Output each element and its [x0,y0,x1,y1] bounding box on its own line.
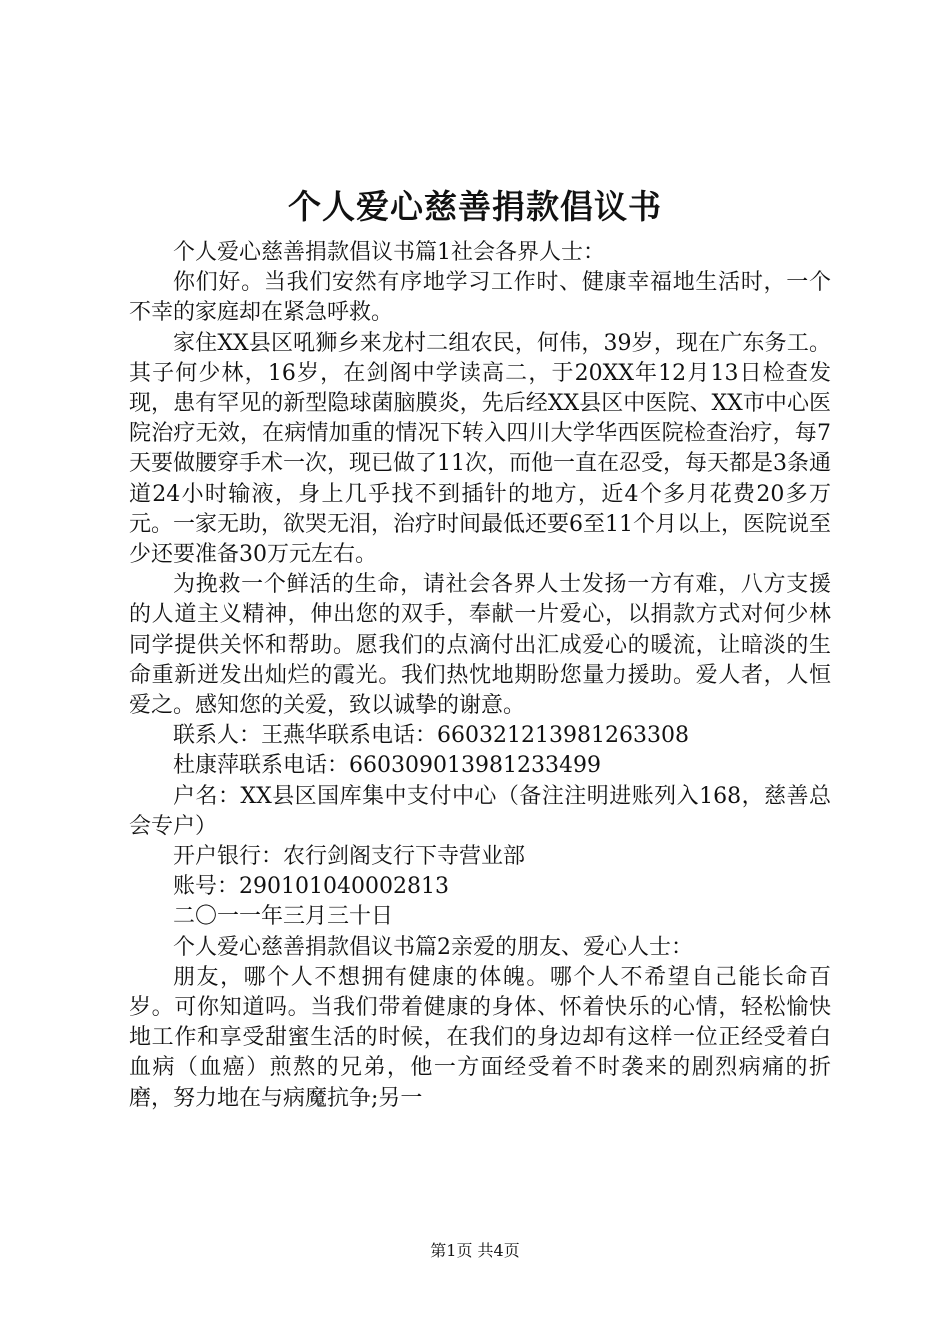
paragraph-account-name: 户名：XX县区国库集中支付中心（备注注明进账列入168，慈善总会专户） [129,783,831,839]
paragraph-contact-2: 杜康萍联系电话：660309013981233499 [173,753,601,779]
paragraph-greeting-2: 个人爱心慈善捐款倡议书篇2亲爱的朋友、爱心人士： [173,934,693,960]
paragraph-friends: 朋友，哪个人不想拥有健康的体魄。哪个人不希望自己能长命百岁。可你知道吗。当我们带着健康的身体、怀着快乐的心情，轻松愉快地工作和享受甜蜜生活的时候，在我们的身边却有这样一位正经受着白血病（血癌）煎熬的兄弟，他一方面经受着不时袭来的剧烈病痛的折磨，努力地在与病魔抗争;另一 [129,964,831,1111]
paragraph-bank: 开户银行：农行剑阁支行下寺营业部 [173,844,526,870]
page-number: 第1页 共4页 [430,1241,520,1260]
paragraph-greeting-1: 个人爱心慈善捐款倡议书篇1社会各界人士： [173,240,605,265]
paragraph-account-number: 账号：290101040002813 [173,874,449,900]
paragraph-opening: 你们好。当我们安然有序地学习工作时、健康幸福地生活时，一个不幸的家庭却在紧急呼救。 [129,270,831,326]
document-title: 个人爱心慈善捐款倡议书 [288,187,662,226]
document-body [129,238,831,1114]
paragraph-contact-1: 联系人：王燕华联系电话：660321213981263308 [173,723,689,749]
paragraph-appeal: 为挽救一个鲜活的生命，请社会各界人士发扬一方有难，八方支援的人道主义精神，伸出您的双手，奉献一片爱心，以捐款方式对何少林同学提供关怀和帮助。愿我们的点滴付出汇成爱心的暖流，让暗淡的生命重新迸发出灿烂的霞光。我们热忱地期盼您量力援助。爱人者，人恒爱之。感知您的关爱，致以诚挚的谢意。 [129,572,831,719]
paragraph-date: 二〇一一年三月三十日 [173,904,394,930]
paragraph-situation: 家住XX县区吼狮乡来龙村二组农民，何伟，39岁，现在广东务工。其子何少林，16岁，在剑阁中学读高二，于20XX年12月13日检查发现，患有罕见的新型隐球菌脑膜炎，先后经XX县区中医院、XX市中心医院治疗无效，在病情加重的情况下转入四川大学华西医院检查治疗，每7天要做腰穿手术一次，现已做了11次，而他一直在忍受，每天都是3条通道24小时输液，身上几乎找不到插针的地方，近4个多月花费20多万元。一家无助，欲哭无泪，治疗时间最低还要6至11个月以上，医院说至少还要准备30万元左右。 [129,330,831,568]
